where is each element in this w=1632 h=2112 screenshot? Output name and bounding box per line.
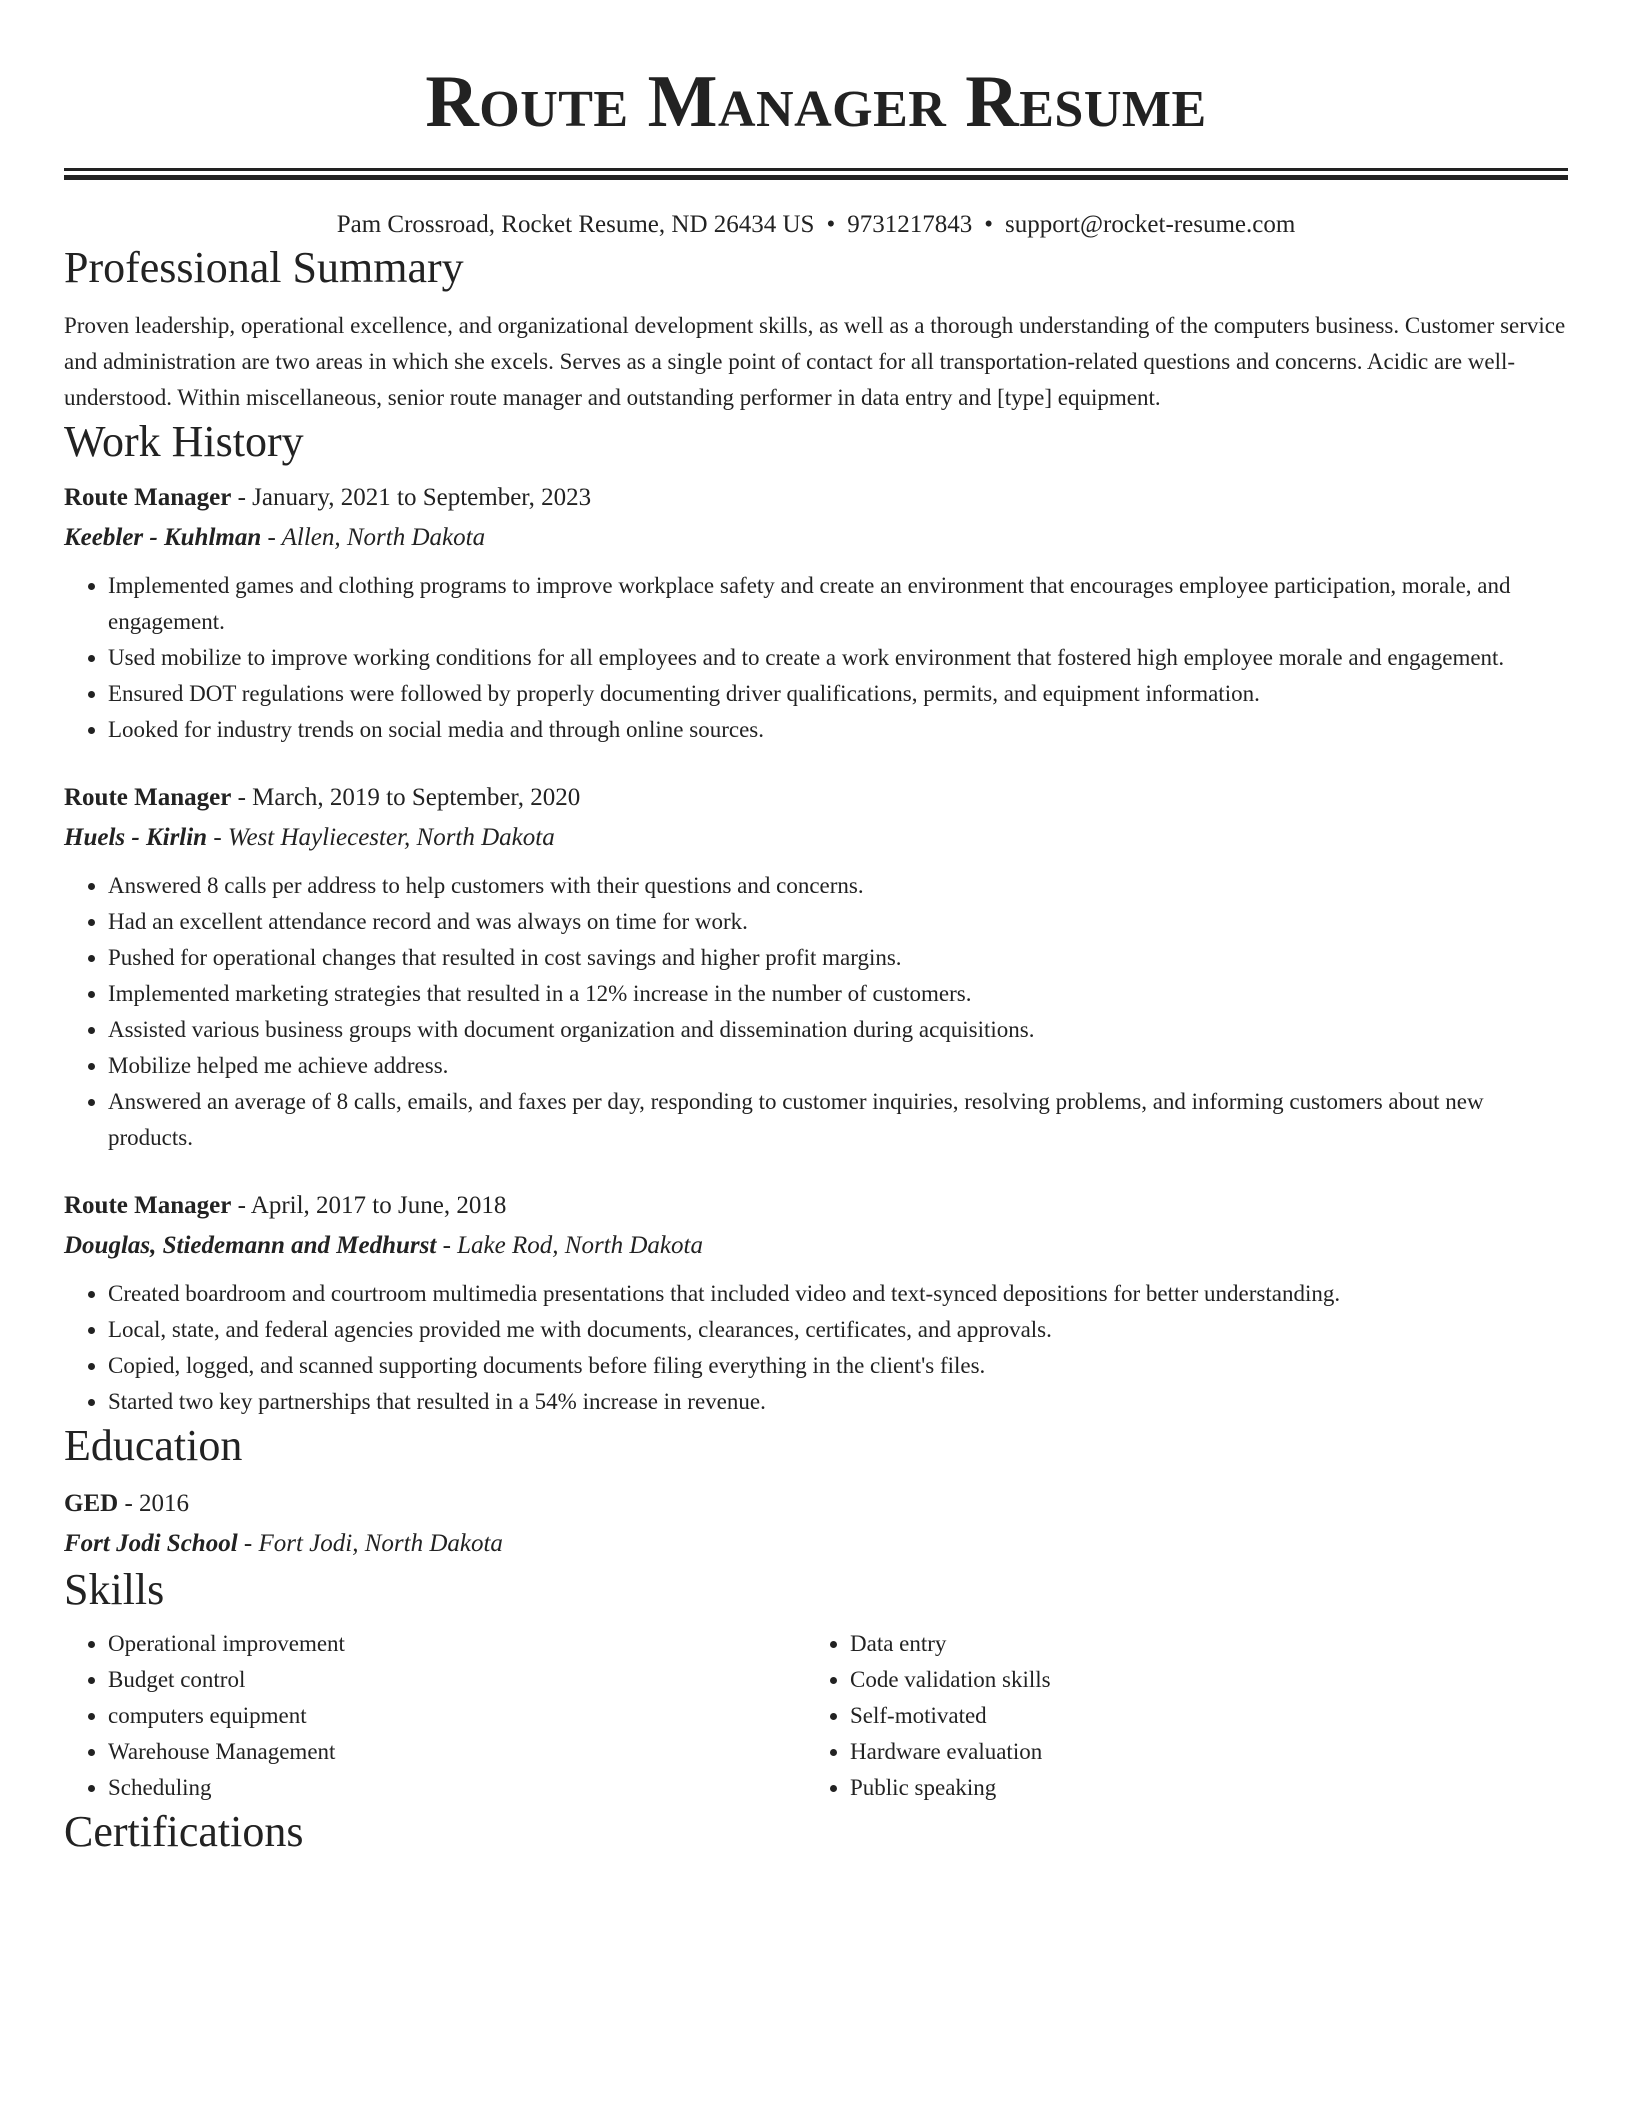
- school-line: [64, 1524, 1568, 1564]
- job-title: Route Manager: [64, 784, 232, 811]
- job-title: Route Manager: [64, 1192, 232, 1219]
- skill-item: • Public speaking: [850, 1770, 1548, 1806]
- skills-grid: [64, 1626, 1568, 1806]
- job-dates: - April, 2017 to June, 2018: [231, 1192, 507, 1219]
- list-item: • Copied, logged, and scanned supporting documents before filing everything in the client's files.: [108, 1348, 1568, 1384]
- title-divider: [64, 168, 1568, 180]
- list-item: • Had an excellent attendance record and was always on time for work.: [108, 904, 1568, 940]
- job-entry: [64, 478, 1568, 748]
- company-line: [64, 518, 1568, 558]
- list-item: • Started two key partnerships that resulted in a 54% increase in revenue.: [108, 1384, 1568, 1420]
- list-item: • Assisted various business groups with document organization and dissemination during acquisitions.: [108, 1012, 1568, 1048]
- list-item: • Used mobilize to improve working conditions for all employees and to create a work environment that fostered high employee morale and engagement.: [108, 640, 1568, 676]
- skills-column-left: [64, 1626, 806, 1806]
- contact-email: support@rocket-resume.com: [1004, 211, 1296, 238]
- contact-line: [64, 208, 1568, 242]
- skill-item: • Operational improvement: [108, 1626, 806, 1662]
- list-item: • Local, state, and federal agencies provided me with documents, clearances, certificates, and approvals.: [108, 1312, 1568, 1348]
- degree: GED: [64, 1490, 119, 1517]
- school-name: Fort Jodi School: [64, 1530, 238, 1557]
- degree-year: - 2016: [118, 1490, 190, 1517]
- company-name: Douglas, Stiedemann and Medhurst: [64, 1232, 437, 1259]
- job-dates: - January, 2021 to September, 2023: [231, 484, 592, 511]
- list-item: • Created boardroom and courtroom multimedia presentations that included video and text-synced depositions for better understanding.: [108, 1276, 1568, 1312]
- company-line: [64, 818, 1568, 858]
- list-item: • Implemented marketing strategies that resulted in a 12% increase in the number of customers.: [108, 976, 1568, 1012]
- education-heading: Education: [64, 1421, 243, 1470]
- company-name: Keebler - Kuhlman: [64, 524, 262, 551]
- job-title: Route Manager: [64, 484, 232, 511]
- job-title-line: [64, 778, 1568, 818]
- job-bullets: [64, 868, 1568, 1156]
- list-item: • Answered 8 calls per address to help customers with their questions and concerns.: [108, 868, 1568, 904]
- job-title-line: [64, 1186, 1568, 1226]
- skill-item: • Budget control: [108, 1662, 806, 1698]
- job-bullets: [64, 1276, 1568, 1420]
- skills-column-right: [806, 1626, 1548, 1806]
- skill-item: • Scheduling: [108, 1770, 806, 1806]
- school-location: - Fort Jodi, North Dakota: [237, 1530, 503, 1557]
- job-entry: [64, 1186, 1568, 1420]
- list-item: • Looked for industry trends on social media and through online sources.: [108, 712, 1568, 748]
- job-title-line: [64, 478, 1568, 518]
- contact-separator: •: [984, 211, 993, 238]
- summary-heading: Professional Summary: [64, 243, 464, 292]
- list-item: • Answered an average of 8 calls, emails, and faxes per day, responding to customer inquiries, resolving problems, and informing customers about new products.: [108, 1084, 1568, 1156]
- skill-item: • Warehouse Management: [108, 1734, 806, 1770]
- contact-separator: •: [826, 211, 836, 238]
- list-item: • Mobilize helped me achieve address.: [108, 1048, 1568, 1084]
- company-location: - Allen, North Dakota: [261, 524, 486, 551]
- list-item: • Pushed for operational changes that resulted in cost savings and higher profit margins.: [108, 940, 1568, 976]
- degree-line: [64, 1484, 1568, 1524]
- skill-item: • Code validation skills: [850, 1662, 1548, 1698]
- page-title: Route Manager Resume: [425, 61, 1207, 143]
- education-entry: [64, 1484, 1568, 1564]
- contact-phone: 9731217843: [847, 211, 973, 238]
- job-dates: - March, 2019 to September, 2020: [231, 784, 581, 811]
- certifications-heading: Certifications: [64, 1807, 304, 1856]
- skill-item: • Data entry: [850, 1626, 1548, 1662]
- skill-item: • computers equipment: [108, 1698, 806, 1734]
- job-entry: [64, 778, 1568, 1156]
- skill-item: • Hardware evaluation: [850, 1734, 1548, 1770]
- skill-item: • Self-motivated: [850, 1698, 1548, 1734]
- contact-address: Pam Crossroad, Rocket Resume, ND 26434 US: [336, 211, 815, 238]
- work-history-heading: Work History: [64, 417, 304, 466]
- summary-text: Proven leadership, operational excellence, and organizational development skills, as well as a thorough understanding of the computers business. Customer service and administration are two areas in which she excels. Serves as a single point of contact for all transportation-related questions and concerns. Acidic are well-understood. Within miscellaneous, senior route manager and outstanding performer in data entry and [type] equipment.: [64, 313, 1566, 410]
- company-location: - West Hayliecester, North Dakota: [207, 824, 555, 851]
- company-location: - Lake Rod, North Dakota: [436, 1232, 703, 1259]
- company-name: Huels - Kirlin: [64, 824, 208, 851]
- resume-page: [64, 0, 1568, 1858]
- list-item: • Ensured DOT regulations were followed by properly documenting driver qualifications, permits, and equipment information.: [108, 676, 1568, 712]
- company-line: [64, 1226, 1568, 1266]
- skills-heading: Skills: [64, 1565, 165, 1614]
- job-bullets: [64, 568, 1568, 748]
- list-item: • Implemented games and clothing programs to improve workplace safety and create an environment that encourages employee participation, morale, and engagement.: [108, 568, 1568, 640]
